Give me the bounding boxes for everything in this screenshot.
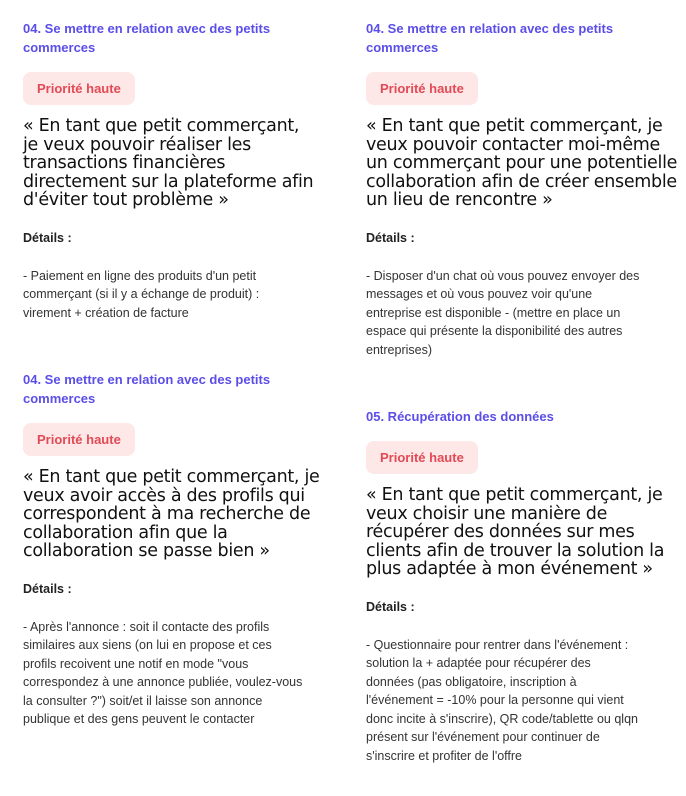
details-heading: Détails : — [366, 230, 415, 245]
card-category: 04. Se mettre en relation avec des petits commerces — [23, 21, 271, 55]
user-story-text: « En tant que petit commerçant, je veux pouvoir réaliser les transactions financières directement sur la plateforme afin d'éviter tout problème » — [23, 116, 314, 210]
user-story-text: « En tant que petit commerçant, je veux avoir accès à des profils qui correspondent à ma recherche de collaboration afin que la collaboration se passe bien » — [23, 467, 320, 561]
card-category: 05. Récupération des données — [366, 409, 554, 424]
details-text: - Disposer d'un chat où vous pouvez envoyer des messages et où vous pouvez voir qu'une entreprise est disponible - (mettre en place un espace qui présente la disponibilité des autres entreprises) — [366, 268, 640, 357]
user-story-card — [366, 407, 686, 766]
card-category: 04. Se mettre en relation avec des petits commerces — [366, 21, 614, 55]
details-text: - Questionnaire pour rentrer dans l'événement : solution la + adaptée pour récupérer des données (pas obligatoire, inscription à l'événement = -10% pour la personne qui vient donc incite à s'inscrire), QR code/tablette ou qlqn présent sur l'événement pour continuer de s'inscrire et profiter de l'offre — [366, 637, 638, 764]
priority-badge: Priorité haute — [366, 441, 478, 474]
card-category: 04. Se mettre en relation avec des petits commerces — [23, 372, 271, 406]
details-heading: Détails : — [23, 581, 72, 596]
details-text: - Après l'annonce : soit il contacte des profils similaires aux siens (on lui en propose et ces profils recoivent une notif en mode "vous correspondez à une annonce publiée, voulez-vous la consulter ?") soit/et il laisse son annonce publique et des gens peuvent le contacter — [23, 619, 303, 727]
user-story-text: « En tant que petit commerçant, je veux choisir une manière de récupérer des données sur mes clients afin de trouver la solution la plus adaptée à mon événement » — [366, 485, 665, 579]
priority-badge: Priorité haute — [23, 72, 135, 105]
user-story-card — [23, 370, 353, 729]
user-story-card — [366, 19, 686, 359]
user-story-text: « En tant que petit commerçant, je veux pouvoir contacter moi-même un commerçant pour une potentielle collaboration afin de créer ensemble un lieu de rencontre » — [366, 116, 678, 210]
priority-badge: Priorité haute — [366, 72, 478, 105]
user-story-card — [23, 19, 353, 322]
priority-badge: Priorité haute — [23, 423, 135, 456]
details-heading: Détails : — [366, 599, 415, 614]
details-heading: Détails : — [23, 230, 72, 245]
details-text: - Paiement en ligne des produits d'un petit commerçant (si il y a échange de produit) : virement + création de facture — [23, 268, 260, 320]
